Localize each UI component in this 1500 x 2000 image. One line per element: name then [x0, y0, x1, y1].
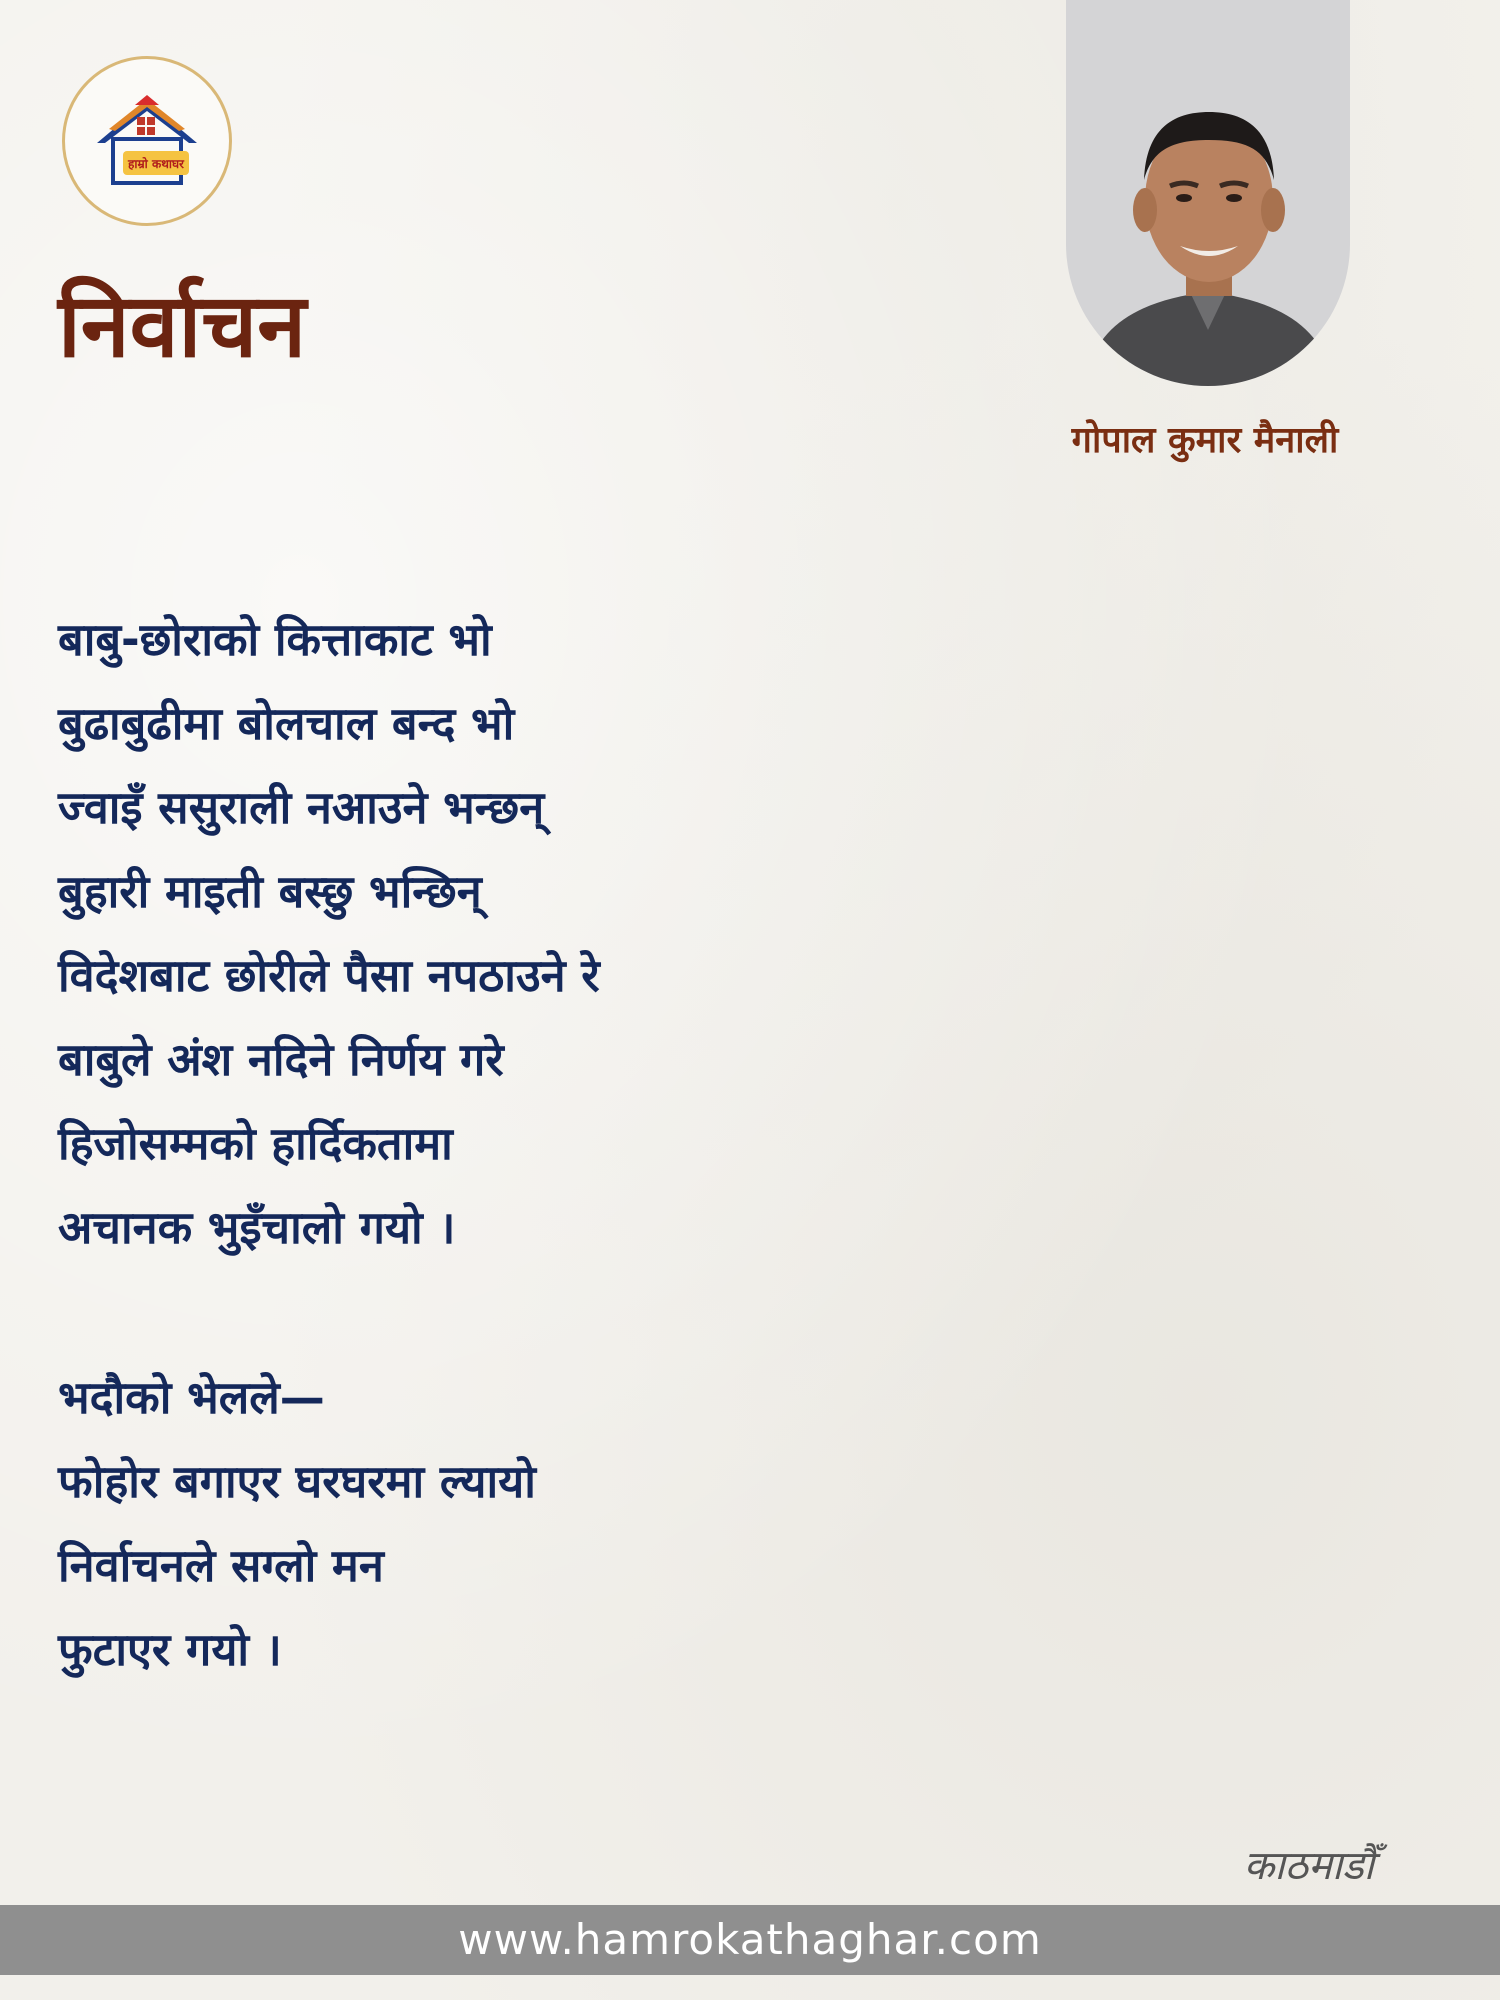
poem-line: बुढाबुढीमा बोलचाल बन्द भो	[58, 697, 515, 750]
poem-stanza-1	[58, 598, 1058, 1270]
poem-line: बुहारी माइती बस्छु भन्छिन्	[58, 865, 482, 918]
poem-line: बाबुले अंश नदिने निर्णय गरे	[58, 1033, 504, 1086]
poem-line: भदौको भेलले—	[58, 1371, 325, 1424]
footer-bar	[0, 1905, 1500, 1975]
poem-line: बाबु-छोराको कित्ताकाट भो	[58, 613, 492, 666]
logo	[62, 56, 232, 226]
place-name: काठमाडौँ	[1243, 1843, 1374, 1889]
poem-body	[58, 598, 1058, 1692]
poem-line: विदेशबाट छोरीले पैसा नपठाउने रे	[58, 949, 600, 1002]
portrait-icon	[1066, 0, 1350, 386]
poem-title: निर्वाचन	[58, 274, 307, 377]
poem-stanza-2	[58, 1356, 1058, 1692]
poem-line: निर्वाचनले सग्लो मन	[58, 1539, 384, 1592]
author-portrait	[1066, 0, 1350, 386]
website-link[interactable]: www.hamrokathaghar.com	[458, 1915, 1042, 1964]
author-name: गोपाल कुमार मैनाली	[1071, 420, 1339, 461]
poem-line: फोहोर बगाएर घरघरमा ल्यायो	[58, 1455, 536, 1508]
poem-line: ज्वाइँ ससुराली नआउने भन्छन्	[58, 781, 545, 834]
poem-line: हिजोसम्मको हार्दिकतामा	[58, 1117, 453, 1170]
house-logo-icon	[65, 59, 229, 223]
poem-line: अचानक भुइँचालो गयो ।	[58, 1201, 456, 1254]
poem-line: फुटाएर गयो ।	[58, 1623, 282, 1676]
logo-text: हाम्रो कथाघर	[128, 157, 184, 171]
